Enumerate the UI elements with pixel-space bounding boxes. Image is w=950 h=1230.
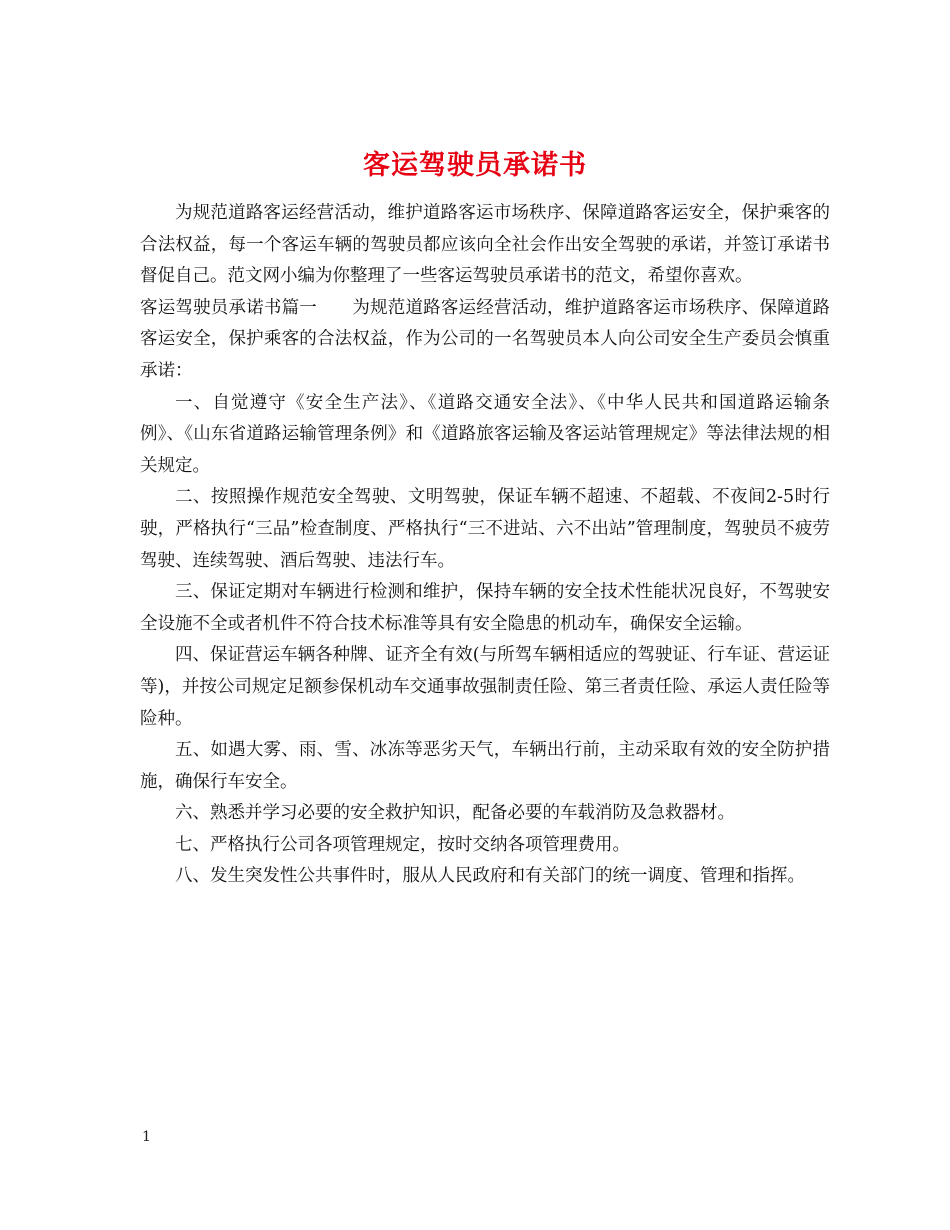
pledge-item-1: 一、自觉遵守《安全生产法》、《道路交通安全法》、《中华人民共和国道路运输条例》、《山东省道路运输管理条例》和《道路旅客运输及客运站管理规定》等法律法规的相关规定。 bbox=[140, 392, 830, 476]
document-body bbox=[140, 198, 830, 893]
pledge-item-2: 二、按照操作规范安全驾驶、文明驾驶，保证车辆不超速、不超载、不夜间2-5时行驶，严格执行“三品”检查制度、严格执行“三不进站、六不出站”管理制度，驾驶员不疲劳驾驶、连续驾驶、酒后驾驶、违法行车。 bbox=[140, 487, 830, 571]
pledge-item-8: 八、发生突发性公共事件时，服从人民政府和有关部门的统一调度、管理和指挥。 bbox=[175, 866, 805, 887]
pledge-item-6: 六、熟悉并学习必要的安全救护知识，配备必要的车载消防及急救器材。 bbox=[175, 803, 735, 824]
document-title: 客运驾驶员承诺书 bbox=[363, 150, 587, 182]
pledge-heading-paragraph: 客运驾驶员承诺书篇一 为规范道路客运经营活动，维护道路客运市场秩序、保障道路客运安全，保护乘客的合法权益，作为公司的一名驾驶员本人向公司安全生产委员会慎重承诺： bbox=[140, 297, 830, 381]
pledge-item-3: 三、保证定期对车辆进行检测和维护，保持车辆的安全技术性能状况良好，不驾驶安全设施不全或者机件不符合技术标准等具有安全隐患的机动车，确保安全运输。 bbox=[140, 582, 830, 634]
intro-paragraph: 为规范道路客运经营活动，维护道路客运市场秩序、保障道路客运安全，保护乘客的合法权益，每一个客运车辆的驾驶员都应该向全社会作出安全驾驶的承诺，并签订承诺书督促自己。范文网小编为你整理了一些客运驾驶员承诺书的范文，希望你喜欢。 bbox=[140, 203, 830, 287]
pledge-item-7: 七、严格执行公司各项管理规定，按时交纳各项管理费用。 bbox=[175, 834, 630, 855]
pledge-item-4: 四、保证营运车辆各种牌、证齐全有效(与所驾车辆相适应的驾驶证、行车证、营运证等)，并按公司规定足额参保机动车交通事故强制责任险、第三者责任险、承运人责任险等险种。 bbox=[140, 645, 830, 729]
pledge-item-5: 五、如遇大雾、雨、雪、冰冻等恶劣天气，车辆出行前，主动采取有效的安全防护措施，确保行车安全。 bbox=[140, 740, 830, 792]
page-number: 1 bbox=[142, 1129, 151, 1145]
